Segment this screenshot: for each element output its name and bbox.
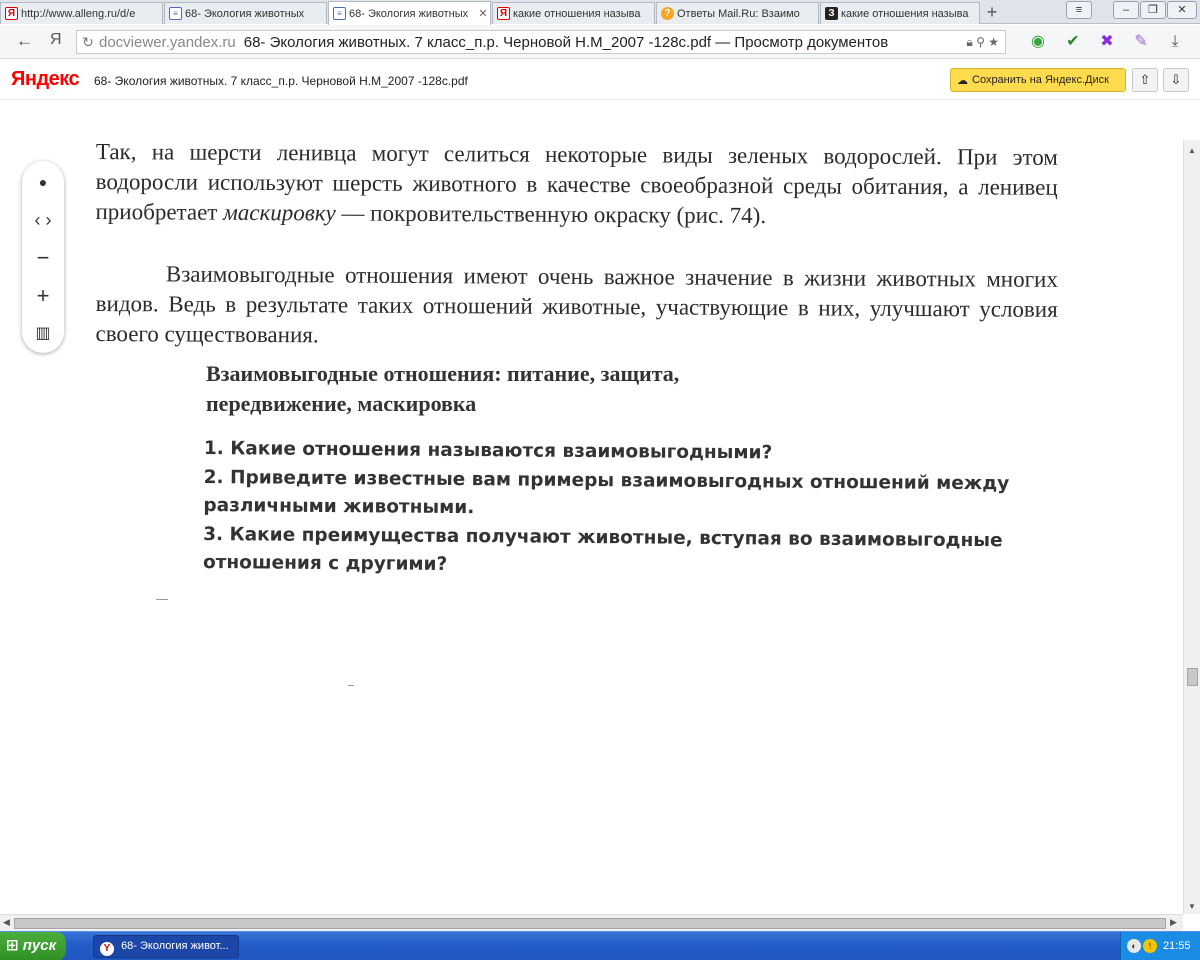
- browser-tab-active[interactable]: [328, 1, 491, 25]
- document-icon: ≡: [169, 7, 182, 20]
- document-icon: ≡: [333, 7, 346, 20]
- back-arrow-icon[interactable]: ←: [16, 31, 33, 50]
- key-terms-line: Взаимовыгодные отношения: питание, защита,: [206, 361, 680, 386]
- browser-tab[interactable]: [820, 2, 980, 24]
- tab-label: какие отношения называ: [513, 7, 641, 20]
- start-button[interactable]: [0, 932, 66, 960]
- address-bar[interactable]: [76, 30, 1006, 54]
- notification-icon[interactable]: !: [1143, 939, 1157, 953]
- tab-label: 68- Экология животных: [349, 7, 469, 20]
- reload-icon[interactable]: ↻: [82, 33, 94, 50]
- pen-icon[interactable]: ✎: [1134, 33, 1148, 50]
- page-nav-icon[interactable]: ‹ ›: [34, 210, 52, 230]
- document-viewer: [0, 101, 1183, 914]
- scan-speck: [348, 685, 354, 686]
- scroll-down-icon[interactable]: ▼: [1188, 902, 1196, 911]
- yandex-logo-text: Яндекс: [11, 68, 80, 90]
- taskbar-window-button[interactable]: [93, 935, 239, 958]
- browser-tab[interactable]: [164, 2, 327, 24]
- document-name: 68- Экология животных. 7 класс_п.р. Черновой Н.М_2007 -128с.pdf: [94, 74, 468, 88]
- tab-label: 68- Экология животных: [185, 7, 305, 20]
- share-icon[interactable]: ⇧: [1132, 68, 1158, 92]
- scan-speck: [156, 599, 168, 600]
- address-host: docviewer.yandex.ru: [99, 33, 236, 51]
- zoom-in-button[interactable]: +: [36, 283, 50, 308]
- paragraph-mutualism: [95, 259, 1058, 355]
- scroll-right-icon[interactable]: ▶: [1170, 917, 1177, 927]
- yandex-icon: Я: [497, 7, 510, 20]
- address-page-title: 68- Экология животных. 7 класс_п.р. Черновой Н.М_2007 -128с.pdf — Просмотр документов: [243, 33, 889, 51]
- vertical-scrollbar[interactable]: [1183, 140, 1200, 914]
- clock: 21:55: [1163, 940, 1191, 952]
- start-label: пуск: [22, 937, 57, 954]
- download-doc-icon[interactable]: ⇩: [1163, 68, 1189, 92]
- volume-icon[interactable]: ◐: [1127, 939, 1141, 953]
- new-tab-button[interactable]: +: [986, 2, 998, 22]
- paragraph-text: Так, на шерсти ленивца могут селиться некоторые виды зеленых водорослей. При этом водоросли используют шерсть животного в качестве своеобразной среды обитания, а ленивец приобретает: [95, 138, 1058, 225]
- question-item: 1. Какие отношения называются взаимовыгодными?: [203, 437, 773, 464]
- key-terms: [206, 359, 866, 419]
- scroll-thumb[interactable]: [1187, 668, 1198, 686]
- shield-check-icon[interactable]: ✔: [1066, 33, 1080, 50]
- yandex-home-icon[interactable]: Я: [50, 31, 62, 48]
- question-icon: ?: [661, 7, 674, 20]
- save-to-disk-button[interactable]: [950, 68, 1126, 92]
- browser-tab[interactable]: [0, 2, 163, 24]
- tab-label: какие отношения называ: [841, 7, 969, 20]
- save-to-disk-label: Сохранить на Яндекс.Диск: [972, 74, 1109, 86]
- page-dot-icon[interactable]: ●: [38, 174, 48, 190]
- lock-icon[interactable]: 🔒︎ ⚲ ★: [966, 34, 999, 49]
- fit-page-icon[interactable]: ▥: [35, 325, 51, 342]
- extension-green-icon[interactable]: ◉: [1031, 33, 1045, 50]
- taskbar: [0, 931, 1200, 960]
- paragraph-text: Взаимовыгодные отношения имеют очень важное значение в жизни животных многих видов. Ведь в результате таких отношений животные, участвующие в них, улучшают условия своего существования.: [95, 261, 1058, 348]
- system-tray: [1120, 932, 1200, 960]
- italic-term: маскировку: [223, 199, 336, 226]
- zoom-out-button[interactable]: −: [36, 245, 50, 270]
- question-item: 2. Приведите известные вам примеры взаимовыгодных отношений между различными животными.: [203, 466, 1010, 519]
- key-terms-line: передвижение, маскировка: [206, 391, 477, 416]
- paragraph-text: — покровительственную окраску (рис. 74).: [335, 200, 767, 229]
- scroll-left-icon[interactable]: ◀: [3, 917, 10, 927]
- scroll-up-icon[interactable]: ▲: [1188, 146, 1196, 155]
- download-icon[interactable]: ⤓: [1171, 33, 1179, 50]
- review-questions: [203, 435, 1056, 584]
- browser-tab[interactable]: [656, 2, 819, 24]
- navigation-bar: [0, 25, 1200, 59]
- question-item: 3. Какие преимущества получают животные, вступая во взаимовыгодные отношения с другими?: [202, 523, 1003, 575]
- extension-x-icon[interactable]: ✖: [1100, 33, 1114, 50]
- disk-icon: ☁: [957, 74, 968, 87]
- yandex-icon: Я: [5, 7, 18, 20]
- taskbar-window-label: 68- Экология живот...: [121, 940, 229, 952]
- tab-label: http://www.alleng.ru/d/e: [21, 7, 136, 20]
- menu-button[interactable]: ≡: [1066, 1, 1092, 19]
- restore-button[interactable]: ❐: [1140, 1, 1166, 19]
- viewer-header: [0, 60, 1200, 100]
- yandex-browser-icon: Y: [100, 942, 114, 956]
- tab-label: Ответы Mail.Ru: Взаимо: [677, 7, 800, 20]
- horizontal-scrollbar[interactable]: [0, 914, 1183, 931]
- tab-strip: [0, 0, 1200, 24]
- close-tab-icon[interactable]: ✕: [478, 8, 488, 20]
- yandex-logo[interactable]: [11, 68, 79, 91]
- paragraph-sloth: [95, 137, 1058, 233]
- windows-flag-icon: ⊞: [6, 937, 19, 954]
- scroll-thumb[interactable]: [14, 918, 1166, 929]
- minimize-button[interactable]: –: [1113, 1, 1139, 19]
- browser-tab[interactable]: [492, 2, 655, 24]
- close-window-button[interactable]: ✕: [1167, 1, 1197, 19]
- zoom-panel: [22, 161, 64, 353]
- znanija-icon: З: [825, 7, 838, 20]
